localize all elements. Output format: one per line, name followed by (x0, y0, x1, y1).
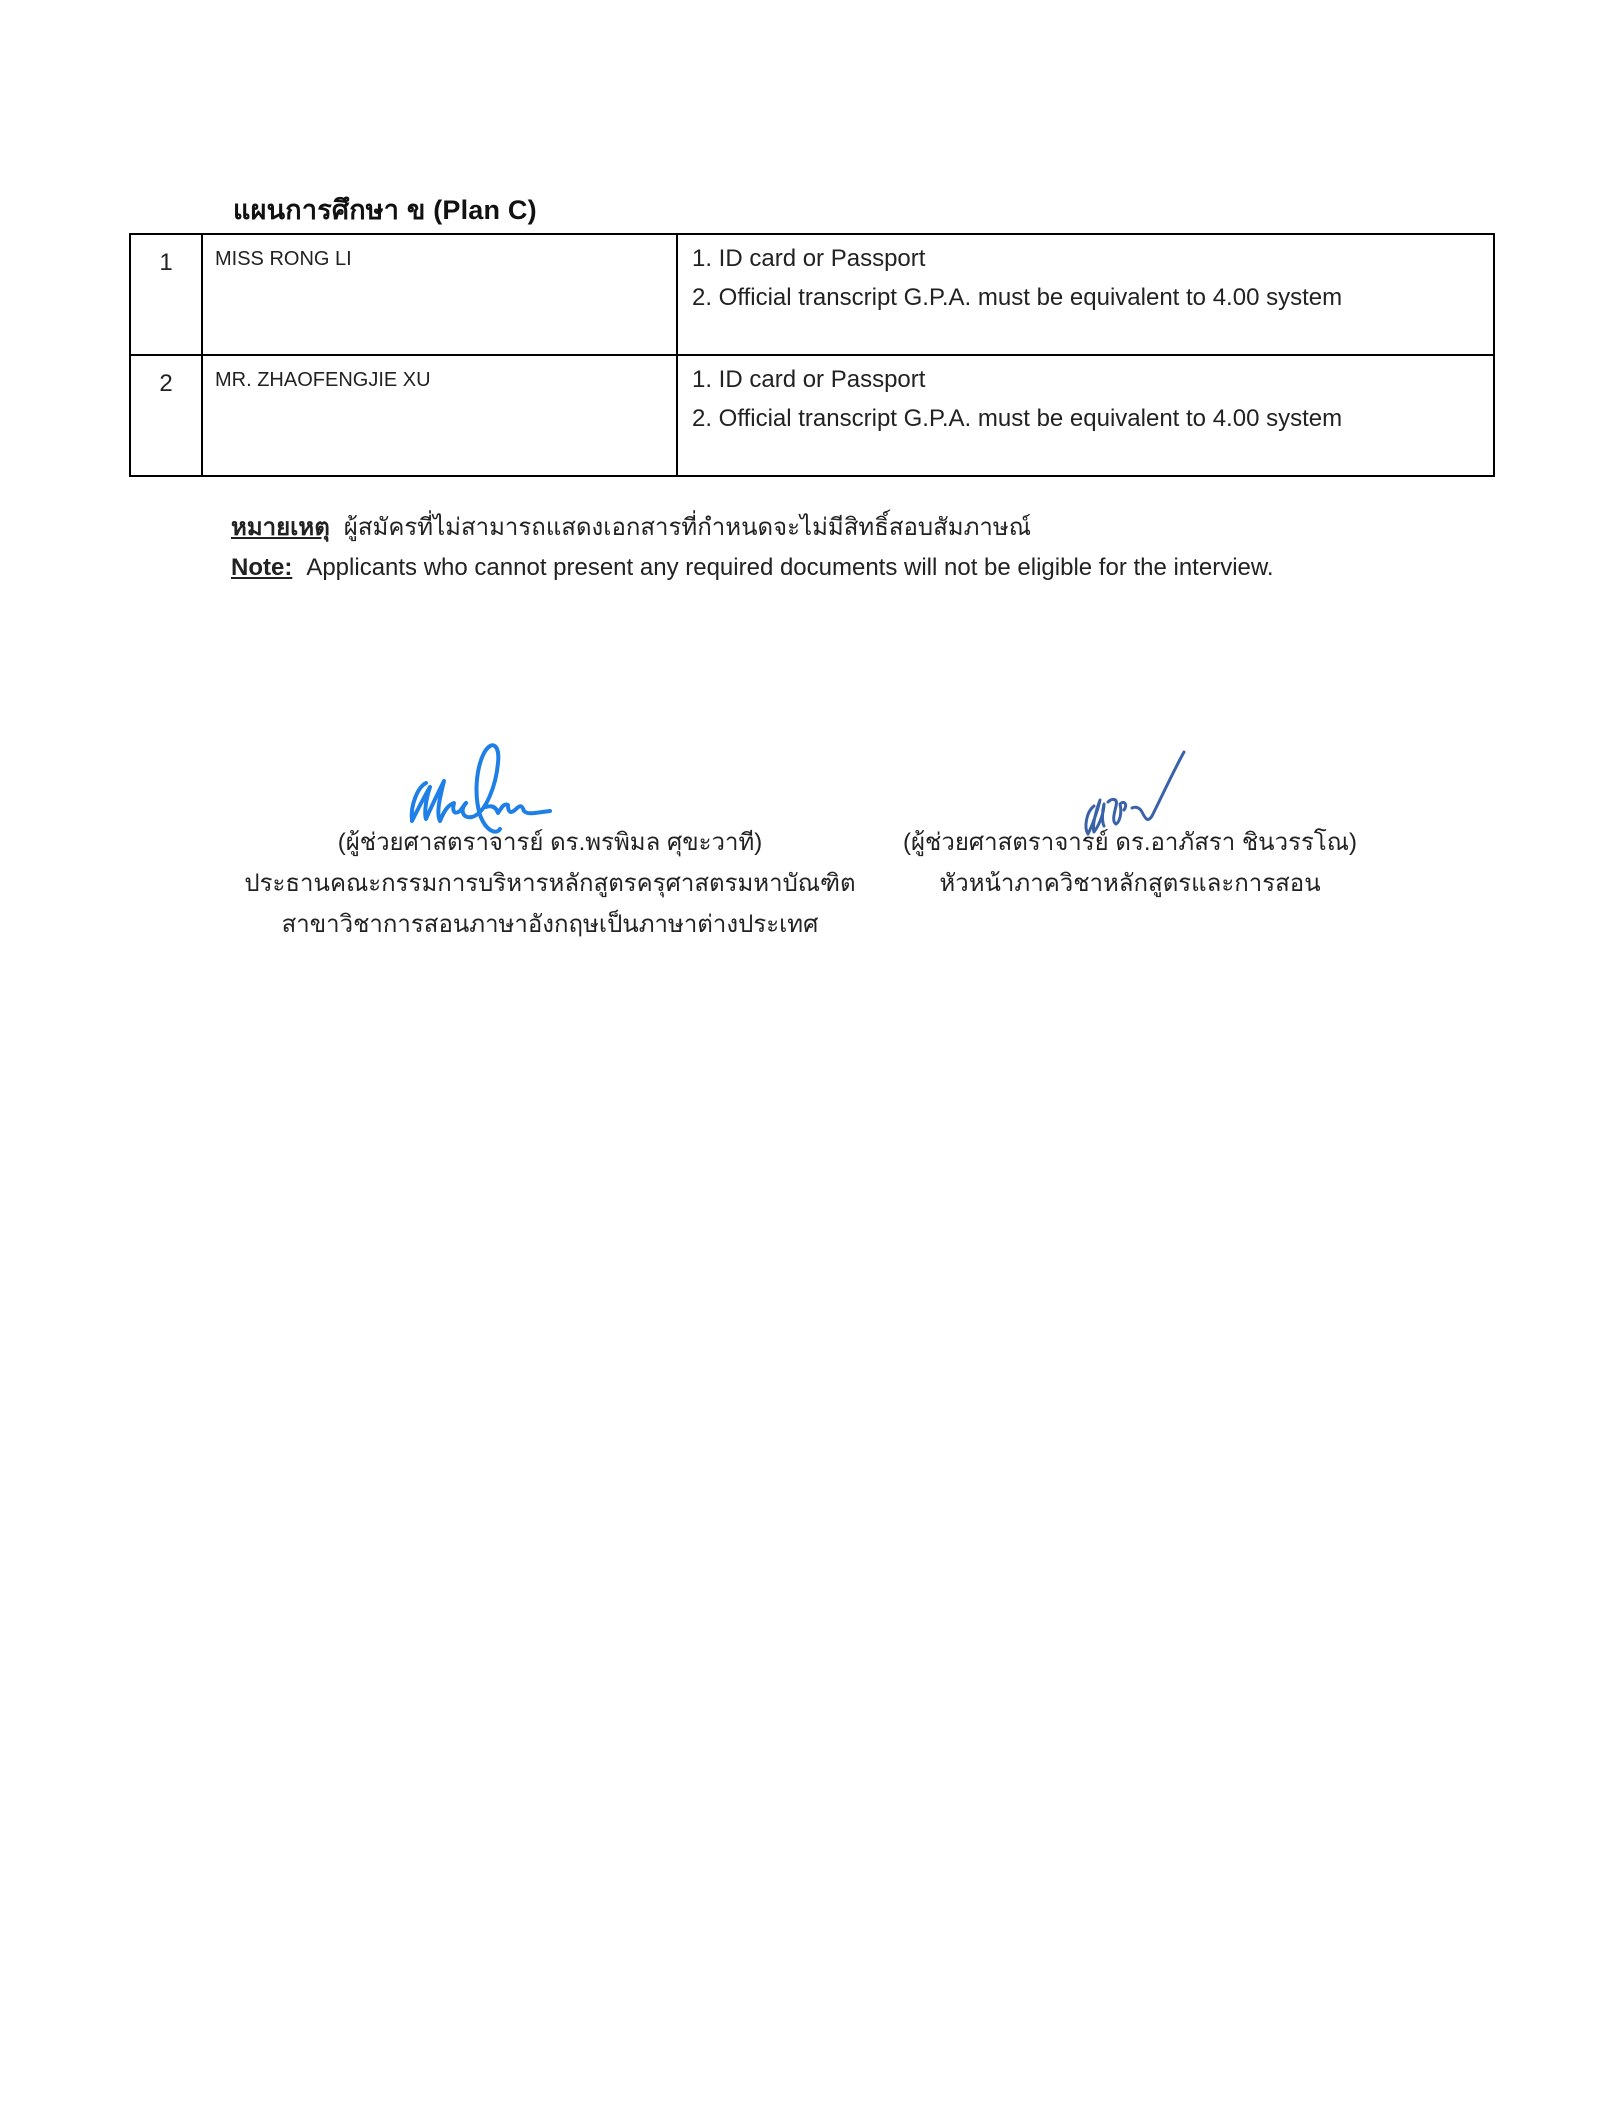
note-label-english: Note: (231, 553, 293, 581)
note-label-thai: หมายเหตุ (231, 514, 330, 541)
required-documents (677, 234, 1494, 355)
note-block (231, 508, 1371, 587)
signatory-name: (ผู้ช่วยศาสตราจารย์ ดร.อาภัสรา ชินวรรโณ) (903, 829, 1357, 856)
signatory-position: หัวหน้าภาควิชาหลักสูตรและการสอน (939, 870, 1321, 897)
table-row (130, 234, 1494, 355)
document-item: 1. ID card or Passport (692, 366, 926, 393)
table-row (130, 355, 1494, 476)
applicant-name: MISS RONG LI (202, 234, 677, 355)
note-english (231, 548, 1371, 588)
note-thai (231, 508, 1371, 548)
signatory-name: (ผู้ช่วยศาสตราจารย์ ดร.พรพิมล ศุขะวาที) (337, 829, 763, 856)
row-number: 2 (130, 355, 202, 476)
signatory-right (780, 822, 1480, 904)
required-documents (677, 355, 1494, 476)
signature-left-icon (404, 735, 554, 835)
note-text-english: Applicants who cannot present any required documents will not be eligible for the interview. (306, 553, 1274, 581)
document-item: 2. Official transcript G.P.A. must be equivalent to 4.00 system (692, 284, 1343, 311)
signatory-position: ประธานคณะกรรมการบริหารหลักสูตรครุศาสตรมหาบัณฑิต (244, 870, 856, 897)
applicant-name: MR. ZHAOFENGJIE XU (202, 355, 677, 476)
plan-title: แผนการศึกษา ข (Plan C) (233, 195, 537, 225)
signatory-position: สาขาวิชาการสอนภาษาอังกฤษเป็นภาษาต่างประเทศ (281, 911, 819, 938)
applicants-documents-table (129, 233, 1495, 477)
document-item: 1. ID card or Passport (692, 245, 926, 272)
document-item: 2. Official transcript G.P.A. must be equivalent to 4.00 system (692, 405, 1343, 432)
row-number: 1 (130, 234, 202, 355)
note-text-thai: ผู้สมัครที่ไม่สามารถแสดงเอกสารที่กำหนดจะไม่มีสิทธิ์สอบสัมภาษณ์ (343, 514, 1031, 541)
